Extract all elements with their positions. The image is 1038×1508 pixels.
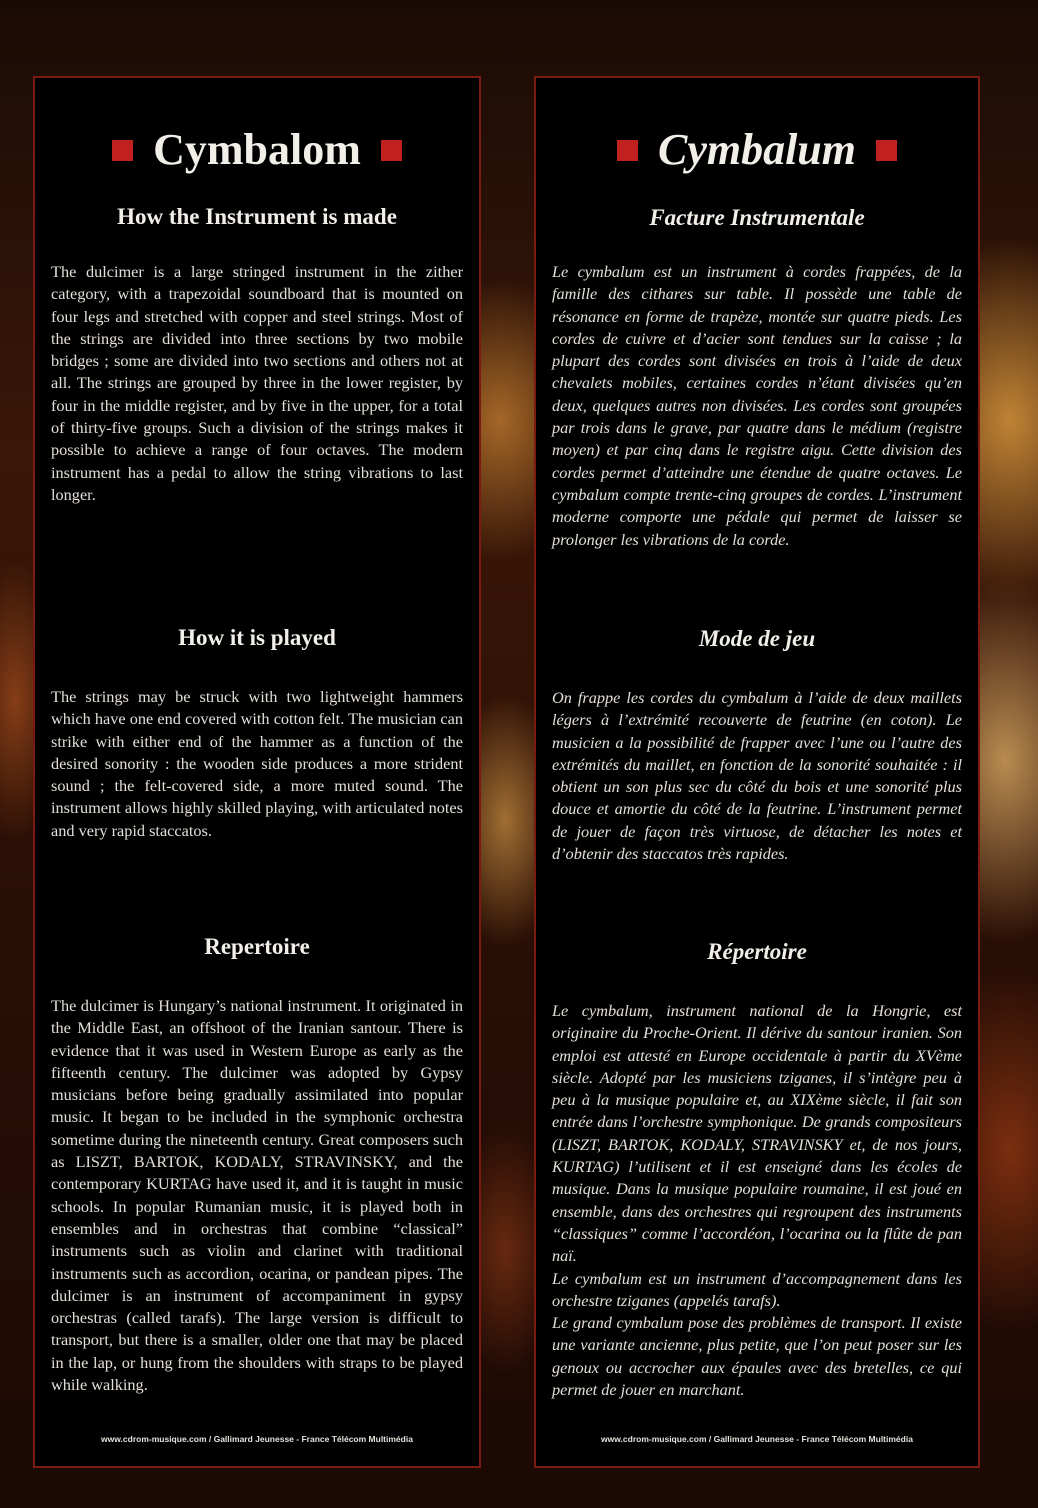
section-body: [552, 261, 962, 551]
section-body: [552, 1000, 962, 1401]
paragraph: Le cymbalum est un instrument d’accompagnement dans les orchestre tziganes (appelés tarafs).: [552, 1268, 962, 1310]
section-heading: Répertoire: [707, 939, 807, 964]
paragraph: Le cymbalum est un instrument à cordes frappées, de la famille des cithares sur table. Il possède une table de résonance en forme de trapèze, montée sur quatre pieds. Les cordes de cuivre et d’acier sont tendues sur la caisse ; la plupart des cordes sont divisées en trois à l’aide de deux chevalets mobiles, certaines cordes n’étant divisées qu’en deux, quelques autres non divisées. Les cordes sont groupées par trois dans le grave, par quatre dans le médium (registre moyen) et par cinq dans le registre aigu. Cette division des cordes permet d’atteindre une étendue de quatre octaves. Le cymbalum compte trente-cinq groupes de cordes. L’instrument moderne comporte une pédale qui permet de laisser se prolonger les vibrations de la corde.: [552, 262, 962, 549]
section-heading: Facture Instrumentale: [649, 205, 865, 230]
section-heading: How it is played: [178, 625, 336, 650]
red-square-icon: [381, 140, 402, 161]
red-square-icon: [617, 140, 638, 161]
title-text: Cymbalom: [153, 125, 361, 174]
french-panel: [534, 76, 980, 1468]
title-text: Cymbalum: [657, 125, 857, 174]
panel-title: [536, 124, 978, 175]
red-square-icon: [876, 140, 897, 161]
section-body: [51, 995, 463, 1396]
section-heading: Repertoire: [204, 934, 310, 959]
paragraph: Le cymbalum, instrument national de la Hongrie, est originaire du Proche-Orient. Il dérive du santour iranien. Son emploi est attesté en Europe occidentale à partir du XVème siècle. Adopté par les musiciens tziganes, il s’intègre peu à peu à la musique populaire et, au XIXème siècle, il fait son entrée dans l’orchestre symphonique. De grands compositeurs (LISZT, BARTOK, KODALY, STRAVINSKY et, de nos jours, KURTAG) l’utilisent et il est enseigné dans les écoles de musique. Dans la musique populaire roumaine, il est joué en ensemble, dans des orchestres qui regroupent des instruments “classiques” comme l’accordéon, l’ocarina ou la flûte de pan naï.: [552, 1001, 962, 1266]
section-heading: How the Instrument is made: [117, 204, 397, 229]
section-body: [51, 686, 463, 842]
section-body: [552, 687, 962, 865]
section-heading: Mode de jeu: [698, 626, 816, 651]
footer-credit: www.cdrom-musique.com / Gallimard Jeunesse - France Télécom Multimédia: [601, 1434, 913, 1444]
paragraph: The dulcimer is a large stringed instrument in the zither category, with a trapezoidal soundboard that is mounted on four legs and stretched with copper and steel strings. Most of the strings are divided into three sections by two mobile bridges ; some are divided into two sections and others not at all. The strings are grouped by three in the lower register, by four in the middle register, and by five in the upper, for a total of thirty-five groups. Such a division of the strings makes it possible to achieve a range of four octaves. The modern instrument has a pedal to allow the string vibrations to last longer.: [51, 262, 463, 504]
red-square-icon: [112, 140, 133, 161]
paragraph: The dulcimer is Hungary’s national instrument. It originated in the Middle East, an offshoot of the Iranian santour. There is evidence that it was used in Western Europe as early as the fifteenth century. The dulcimer was adopted by Gypsy musicians before being gradually assimilated into popular music. It began to be included in the symphonic orchestra sometime during the nineteenth century. Great composers such as LISZT, BARTOK, KODALY, STRAVINSKY, and the contemporary KURTAG have used it, and it is taught in music schools. In popular Rumanian music, it is played both in ensembles and in orchestras that combine “classical” instruments such as violin and clarinet with traditional instruments such as accordion, ocarina, or pandean pipes. The dulcimer is an instrument of accompaniment in gypsy orchestras (called tarafs). The large version is difficult to transport, but there is a smaller, older one that may be placed in the lap, or hung from the shoulders with straps to be played while walking.: [51, 996, 463, 1395]
paragraph: The strings may be struck with two lightweight hammers which have one end covered with cotton felt. The musician can strike with either end of the hammer as a function of the desired sonority : the wooden side produces a more strident sound ; the felt-covered side, a more muted sound. The instrument allows highly skilled playing, with articulated notes and very rapid staccatos.: [51, 687, 463, 840]
english-panel: [33, 76, 481, 1468]
section-body: [51, 261, 463, 506]
panel-title: [35, 124, 479, 175]
paragraph: Le grand cymbalum pose des problèmes de transport. Il existe une variante ancienne, plus petite, que l’on peut poser sur les genoux ou accrocher aux épaules avec des bretelles, ce qui permet de jouer en marchant.: [552, 1313, 962, 1400]
paragraph: On frappe les cordes du cymbalum à l’aide de deux maillets légers à l’extrémité recouverte de feutrine (en coton). Le musicien a la possibilité de frapper avec l’une ou l’autre des extrémités du maillet, en fonction de la sonorité souhaitée : il obtient un son plus sec du côté du bois et une sonorité plus douce et amortie du côté de la feutrine. L’instrument permet de jouer de façon très virtuose, de détacher les notes et d’obtenir des staccatos très rapides.: [552, 688, 962, 864]
footer-credit: www.cdrom-musique.com / Gallimard Jeunesse - France Télécom Multimédia: [101, 1434, 413, 1444]
